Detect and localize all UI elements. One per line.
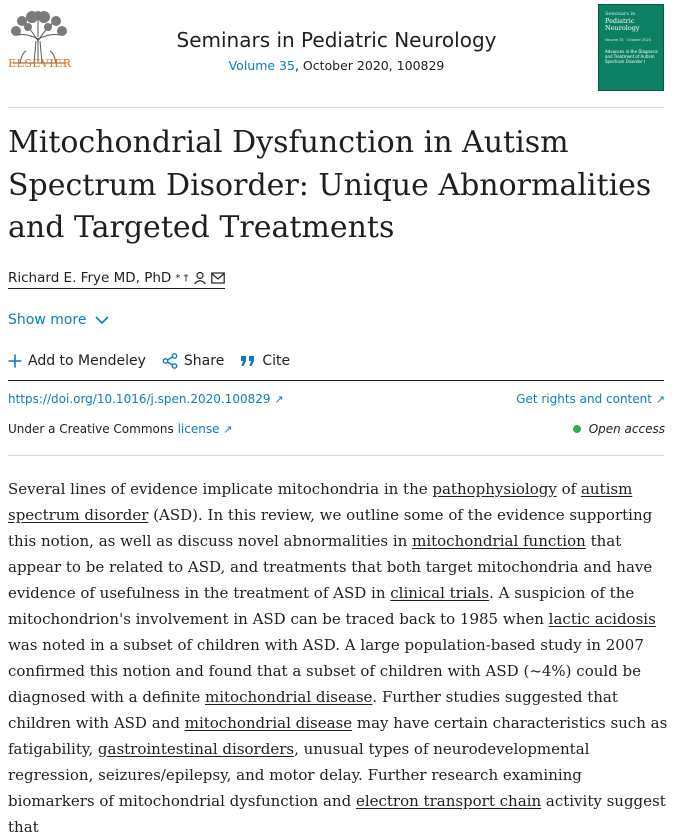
author-name: Richard E. Frye MD, PhD xyxy=(8,270,172,286)
abstract-text: was noted in a subset of children with ASD. A large population-based study in 2007 confirmed this notion and found that a subset of children with ASD (~4%) could be diagnosed with a definite xyxy=(8,636,644,706)
external-arrow-icon: ↗ xyxy=(655,393,665,406)
term-link[interactable]: autism spectrum disorder xyxy=(8,480,633,524)
author-marks: * † xyxy=(175,272,189,284)
cover-line: Seminars in xyxy=(605,11,636,17)
abstract-text: . A suspicion of the mitochondrion's involvement in ASD can be traced back to 1985 when xyxy=(8,584,635,628)
add-to-mendeley-button[interactable] xyxy=(8,353,146,369)
mendeley-label: Add to Mendeley xyxy=(28,353,146,369)
term-link[interactable]: electron transport chain xyxy=(355,792,542,810)
abstract-text: of xyxy=(556,480,581,498)
term-link[interactable]: mitochondrial function xyxy=(412,532,586,550)
external-arrow-icon: ↗ xyxy=(274,393,284,406)
publisher-name: ELSEVIER xyxy=(8,57,72,70)
external-arrow-icon: ↗ xyxy=(223,423,233,436)
journal-issue xyxy=(0,58,673,73)
show-more-label: Show more xyxy=(8,312,87,328)
cover-volume: Volume 35 · October 2020 xyxy=(605,38,651,42)
abstract-text: , unusual types of neurodevelopmental regression, seizures/epilepsy, and motor delay. Further research examining biomarkers of mitochondrial dysfunction and xyxy=(8,740,590,810)
abstract-text: . Further studies suggested that children with ASD and xyxy=(8,688,618,732)
term-link[interactable]: pathophysiology xyxy=(432,480,557,498)
open-access-badge xyxy=(573,422,665,436)
term-link[interactable]: mitochondrial disease xyxy=(205,688,373,706)
abstract-paragraph xyxy=(8,476,668,840)
rights-text: Get rights and content xyxy=(516,392,652,406)
term-link[interactable]: clinical trials xyxy=(390,584,490,602)
share-button[interactable] xyxy=(162,353,224,369)
author-link[interactable] xyxy=(8,270,225,289)
abstract-text: (ASD). In this review, we outline some of the evidence supporting this notion, as well as discuss novel abnormalities in xyxy=(8,506,653,550)
journal-cover-image[interactable] xyxy=(598,4,664,91)
abstract-text: Several lines of evidence implicate mitochondria in the xyxy=(8,480,433,498)
license-prefix: Under a Creative Commons xyxy=(8,422,174,436)
term-link[interactable]: lactic acidosis xyxy=(548,610,656,628)
share-icon xyxy=(162,353,178,369)
open-access-dot-icon xyxy=(573,425,581,433)
divider xyxy=(8,380,664,381)
license-line xyxy=(8,422,233,436)
plus-icon xyxy=(8,354,22,368)
envelope-icon xyxy=(211,272,225,284)
share-label: Share xyxy=(183,353,225,369)
cover-journal-name: Pediatric Neurology xyxy=(605,17,640,33)
term-link[interactable]: gastrointestinal disorders xyxy=(97,740,295,758)
show-more-button[interactable] xyxy=(8,312,109,328)
issue-details: , October 2020, 100829 xyxy=(294,58,445,73)
volume-link[interactable]: Volume 35 xyxy=(228,58,295,73)
cite-label: Cite xyxy=(262,353,291,369)
quote-icon xyxy=(240,354,256,368)
doi-text: https://doi.org/10.1016/j.spen.2020.100829 xyxy=(8,392,271,406)
abstract-text: that appear to be related to ASD, and treatments that both target mitochondria and have evidence of usefulness in the treatment of ASD in xyxy=(8,532,653,602)
article-title: Mitochondrial Dysfunction in Autism Spectrum Disorder: Unique Abnormalities and Targeted Treatments xyxy=(8,125,652,245)
license-text: license xyxy=(177,422,220,436)
divider xyxy=(8,455,664,456)
chevron-down-icon xyxy=(95,316,109,325)
divider xyxy=(8,107,664,108)
author-row xyxy=(8,270,225,292)
journal-title[interactable]: Seminars in Pediatric Neurology xyxy=(176,28,497,52)
doi-link[interactable] xyxy=(8,392,284,406)
cite-button[interactable] xyxy=(240,353,290,369)
journal-header xyxy=(0,0,673,108)
abstract-text: activity suggest that xyxy=(8,792,666,836)
license-link[interactable] xyxy=(178,422,233,436)
abstract-text: may have certain characteristics such as fatigability, xyxy=(8,714,668,758)
person-icon xyxy=(193,271,207,285)
open-access-label: Open access xyxy=(588,422,665,436)
rights-and-content-link[interactable] xyxy=(516,392,665,406)
article-actions xyxy=(8,350,290,372)
cover-issue-topic: Advances in the Diagnosis and Treatment of Autism Spectrum Disorder I xyxy=(605,49,658,65)
term-link[interactable]: mitochondrial disease xyxy=(184,714,353,732)
